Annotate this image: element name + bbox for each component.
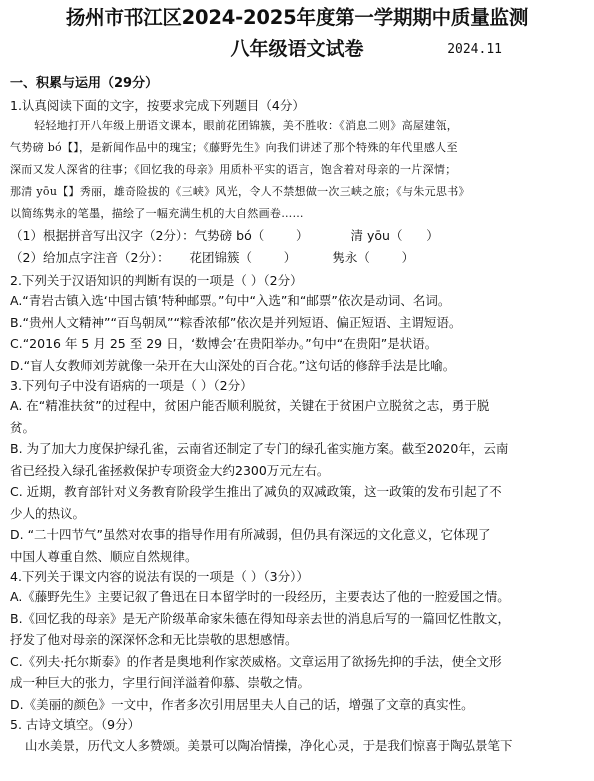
question-2-prompt: 2.下列关于汉语知识的判断有误的一项是（ ）（2分） xyxy=(10,273,303,288)
sub-question-blank: 隽永（ ） xyxy=(332,250,415,265)
option-b: B. 为了加大力度保护绿孔雀，云南省还制定了专门的绿孔雀实施方案。截至2020年，云南 xyxy=(10,441,509,456)
option-a-cont: 贫。 xyxy=(10,419,36,435)
question-1-sub-1 xyxy=(10,225,584,247)
passage-line: 那清 yōu【】秀丽，雄奇险拔的《三峡》风光，令人不禁想做一次三峡之旅；《与朱元思书》 xyxy=(10,185,470,198)
passage-line: 轻轻地打开八年级上册语文课本，眼前花团锦簇，美不胜收：《消息二则》高屋建瓴， xyxy=(34,119,459,132)
option-d: D.《美丽的颜色》一文中，作者多次引用居里夫人自己的话，增强了文章的真实性。 xyxy=(10,696,474,712)
option-a: A.《藤野先生》主要记叙了鲁迅在日本留学时的一段经历，主要表达了他的一腔爱国之情。 xyxy=(10,589,510,604)
sub-question-text: （1）根据拼音写出汉字（2分）：气势磅 bó（ ） xyxy=(10,228,309,243)
option-b: B.《回忆我的母亲》是无产阶级革命家朱德在得知母亲去世的消息后写的一篇回忆性散文， xyxy=(10,610,511,626)
question-1-passage xyxy=(10,115,584,225)
option-b: B.“贵州人文精神”“百鸟朝凤”“粽香浓郁”依次是并列短语、偏正短语、主谓短语。 xyxy=(10,314,462,330)
option-c: C.“2016 年 5 月 25 至 29 日，‘数博会’在贵阳举办。”句中“在贵阳”是状语。 xyxy=(10,336,438,351)
exam-title: 扬州市邗江区2024-2025年度第一学期期中质量监测 xyxy=(65,6,529,29)
passage-line: 深而又发人深省的往事；《回忆我的母亲》用质朴平实的语言，饱含着对母亲的一片深情； xyxy=(10,163,457,176)
option-a: A. 在“精准扶贫”的过程中，贫困户能否顺利脱贫，关键在于贫困户立脱贫之志，勇于脱 xyxy=(10,398,490,413)
option-c: C.《列夫·托尔斯泰》的作者是奥地利作家茨威格。文章运用了欲扬先抑的手法，使全文形 xyxy=(10,653,502,669)
exam-subtitle: 八年级语文试卷 xyxy=(230,38,364,60)
question-1-sub-2 xyxy=(10,247,584,269)
exam-subtitle-row xyxy=(10,34,584,64)
question-5-prompt: 5. 古诗文填空。（9分） xyxy=(10,717,141,732)
question-1-prompt: 1.认真阅读下面的文字，按要求完成下列题目（4分） xyxy=(10,98,305,113)
sub-question-text: （2）给加点字注音（2分）： 花团锦簇（ ） xyxy=(10,250,297,265)
option-c: C. 近期，教育部针对义务教育阶段学生推出了减负的双减政策，这一政策的发布引起了不 xyxy=(10,484,502,499)
option-c-cont: 成一种巨大的张力，字里行间洋溢着仰慕、崇敬之情。 xyxy=(10,675,311,690)
section-heading: 一、积累与运用（29分） xyxy=(10,76,159,91)
option-d-cont: 中国人尊重自然、顺应自然规律。 xyxy=(10,548,198,564)
option-c-cont: 少人的热议。 xyxy=(10,505,86,521)
passage-line: 以简练隽永的笔墨，描绘了一幅充满生机的大自然画卷…… xyxy=(10,207,304,220)
option-b-cont: 抒发了他对母亲的深深怀念和无比崇敬的思想感情。 xyxy=(10,632,298,647)
option-b-cont: 省已经投入绿孔雀拯救保护专项资金大约2300万元左右。 xyxy=(10,462,330,478)
question-3-prompt: 3.下列句子中没有语病的一项是（ ）（2分） xyxy=(10,378,253,393)
sub-question-blank: 清 yōu（ ） xyxy=(350,228,439,243)
option-d: D.“盲人女教师刘芳就像一朵开在大山深处的百合花。”这句话的修辞手法是比喻。 xyxy=(10,357,456,373)
option-a: A.“青岩古镇入选‘中国古镇’特种邮票。”句中“入选”和“邮票”依次是动词、名词。 xyxy=(10,293,451,308)
exam-date: 2024.11 xyxy=(447,42,502,57)
question-5-text: 山水美景，历代文人多赞颂。美景可以陶冶情操，净化心灵，于是我们惊喜于陶弘景笔下 xyxy=(25,738,513,753)
option-d: D. “二十四节气”虽然对农事的指导作用有所减弱，但仍具有深远的文化意义，它体现了 xyxy=(10,527,491,542)
question-4-prompt: 4.下列关于课文内容的说法有误的一项是（ ）（3分）） xyxy=(10,569,309,584)
passage-line: 气势磅 bó【】，是新闻作品中的瑰宝；《藤野先生》向我们讲述了那个特殊的年代里感人至 xyxy=(10,141,458,154)
